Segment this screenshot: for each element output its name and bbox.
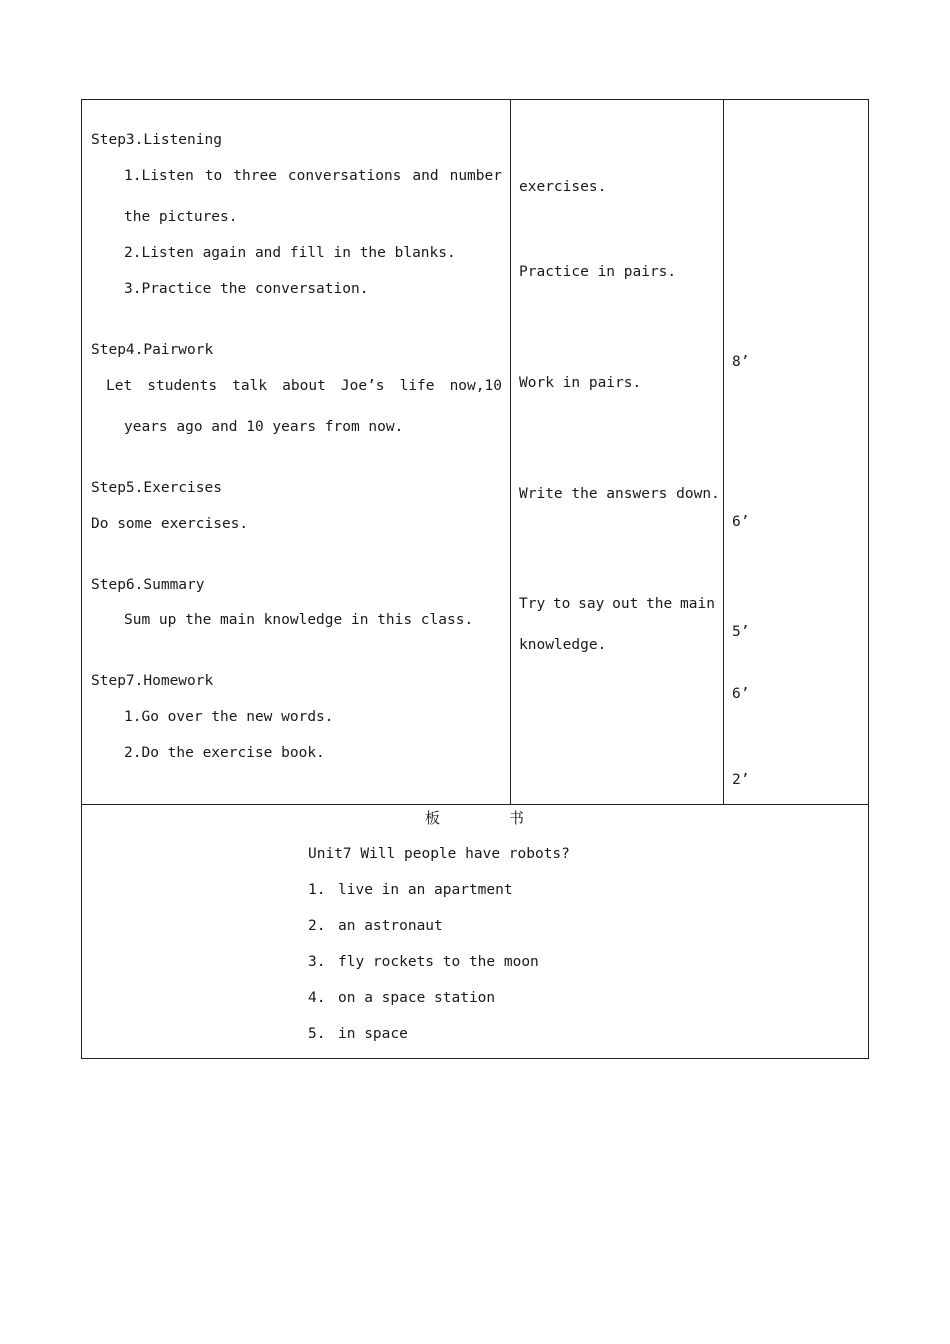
board-item-1-num: 1. [308, 882, 326, 898]
time-step6: 5’ [732, 624, 750, 640]
step5-title: Step5.Exercises [91, 480, 222, 496]
step5-line1: Do some exercises. [91, 516, 249, 532]
board-row-divider [81, 804, 869, 805]
time-step4: 8’ [732, 354, 750, 370]
step7-title: Step7.Homework [91, 673, 214, 689]
column-divider-1 [510, 99, 511, 805]
time-step7b: 2’ [732, 772, 750, 788]
board-item-3-num: 3. [308, 954, 326, 970]
activity-say-out-line2: knowledge. [519, 637, 607, 653]
time-step5: 6’ [732, 514, 750, 530]
step3-item1-line1: 1.Listen to three conversations and number [124, 168, 502, 184]
board-item-2-num: 2. [308, 918, 326, 934]
activity-write-answers: Write the answers down. [519, 486, 720, 502]
board-item-5-num: 5. [308, 1026, 326, 1042]
step4-line2: years ago and 10 years from now. [124, 419, 404, 435]
board-item-4-num: 4. [308, 990, 326, 1006]
step3-item1-line2: the pictures. [124, 209, 238, 225]
board-item-2-text: an astronaut [338, 918, 443, 934]
step4-line1: Let students talk about Joe’s life now,10 [106, 378, 502, 394]
step7-item2: 2.Do the exercise book. [124, 745, 325, 761]
activity-exercises: exercises. [519, 179, 607, 195]
step7-item1: 1.Go over the new words. [124, 709, 334, 725]
board-heading-left: 板 [425, 809, 441, 827]
time-step7a: 6’ [732, 686, 750, 702]
step3-item2: 2.Listen again and fill in the blanks. [124, 245, 456, 261]
board-heading-right: 书 [509, 809, 525, 827]
board-title: Unit7 Will people have robots? [308, 846, 570, 862]
board-item-3-text: fly rockets to the moon [338, 954, 539, 970]
step4-title: Step4.Pairwork [91, 342, 214, 358]
board-item-5-text: in space [338, 1026, 408, 1042]
step6-title: Step6.Summary [91, 577, 205, 593]
step6-line1: Sum up the main knowledge in this class. [124, 612, 474, 628]
step3-title: Step3.Listening [91, 132, 222, 148]
step3-item3: 3.Practice the conversation. [124, 281, 369, 297]
activity-practice: Practice in pairs. [519, 264, 677, 280]
activity-say-out-line1: Try to say out the main [519, 596, 715, 612]
board-item-4-text: on a space station [338, 990, 496, 1006]
board-item-1-text: live in an apartment [338, 882, 513, 898]
activity-work-pairs: Work in pairs. [519, 375, 642, 391]
column-divider-2 [723, 99, 724, 805]
